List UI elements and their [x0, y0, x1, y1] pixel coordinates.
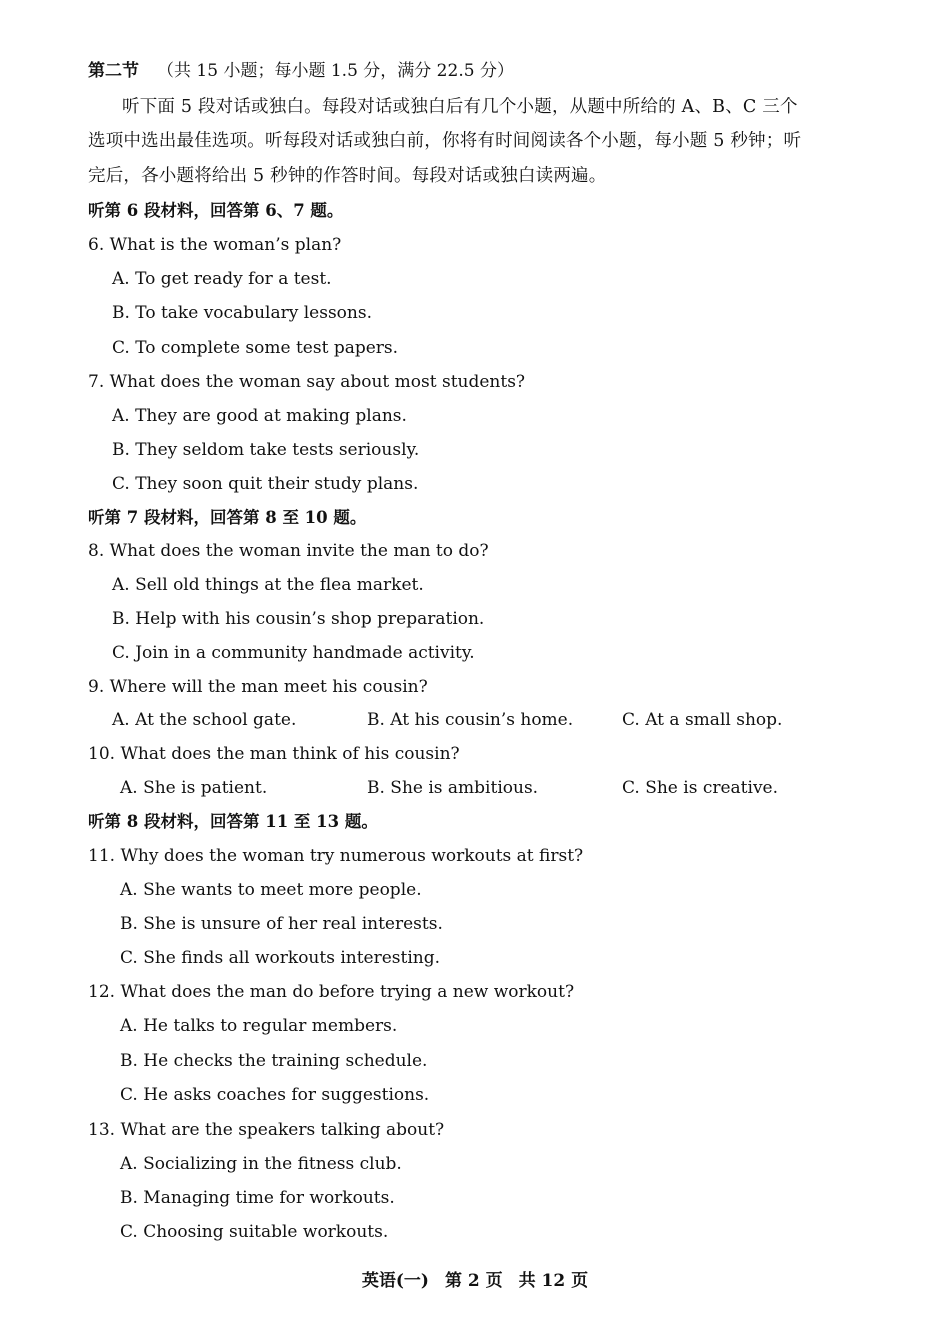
section-header [88, 60, 514, 82]
option-c: C. At a small shop. [622, 710, 783, 730]
option-a: A. Sell old things at the flea market. [112, 575, 424, 595]
instruction-line: 完后，各小题将给出 5 秒钟的作答时间。每段对话或独白读两遍。 [88, 166, 607, 186]
option-a: A. He talks to regular members. [120, 1016, 398, 1036]
option-a: A. At the school gate. [112, 710, 297, 730]
option-a: A. To get ready for a test. [112, 269, 332, 289]
option-b: B. Managing time for workouts. [120, 1188, 395, 1208]
option-c: C. Choosing suitable workouts. [120, 1222, 389, 1242]
question-stem: 9. Where will the man meet his cousin? [88, 677, 428, 697]
question-stem: 13. What are the speakers talking about? [88, 1120, 445, 1140]
question-stem: 11. Why does the woman try numerous workouts at first? [88, 846, 584, 866]
question-stem: 12. What does the man do before trying a new workout? [88, 982, 575, 1002]
option-a: A. Socializing in the fitness club. [120, 1154, 402, 1174]
section-note: （共 15 小题；每小题 1.5 分，满分 22.5 分） [157, 61, 514, 81]
option-b: B. They seldom take tests seriously. [112, 440, 420, 460]
footer-page-number: 第 2 页 [444, 1271, 503, 1291]
option-b: B. She is unsure of her real interests. [120, 914, 443, 934]
question-stem: 7. What does the woman say about most students? [88, 372, 526, 392]
group-header: 听第 8 段材料，回答第 11 至 13 题。 [88, 812, 378, 831]
option-a: A. She wants to meet more people. [120, 880, 422, 900]
group-header: 听第 7 段材料，回答第 8 至 10 题。 [88, 508, 367, 527]
footer-subject: 英语(一) [361, 1271, 429, 1291]
option-c: C. Join in a community handmade activity. [112, 643, 475, 663]
instruction-line: 选项中选出最佳选项。听每段对话或独白前，你将有时间阅读各个小题，每小题 5 秒钟；听 [88, 131, 802, 151]
page-footer [0, 1266, 950, 1291]
option-b: B. He checks the training schedule. [120, 1051, 428, 1071]
option-a: A. They are good at making plans. [112, 406, 407, 426]
option-b: B. At his cousin’s home. [367, 710, 574, 730]
option-c: C. She finds all workouts interesting. [120, 948, 441, 968]
option-b: B. To take vocabulary lessons. [112, 303, 372, 323]
section-title: 第二节 [88, 61, 139, 81]
option-c: C. She is creative. [622, 778, 779, 798]
option-c: C. He asks coaches for suggestions. [120, 1085, 430, 1105]
question-stem: 10. What does the man think of his cousin? [88, 744, 460, 764]
instruction-line: 听下面 5 段对话或独白。每段对话或独白后有几个小题，从题中所给的 A、B、C 三个 [122, 97, 798, 117]
footer-total-pages: 共 12 页 [518, 1271, 589, 1291]
question-stem: 6. What is the woman’s plan? [88, 235, 342, 255]
option-c: C. To complete some test papers. [112, 338, 399, 358]
question-stem: 8. What does the woman invite the man to do? [88, 541, 489, 561]
option-b: B. She is ambitious. [367, 778, 539, 798]
group-header: 听第 6 段材料，回答第 6、7 题。 [88, 201, 344, 220]
option-b: B. Help with his cousin’s shop preparation. [112, 609, 485, 629]
option-c: C. They soon quit their study plans. [112, 474, 419, 494]
option-a: A. She is patient. [120, 778, 268, 798]
